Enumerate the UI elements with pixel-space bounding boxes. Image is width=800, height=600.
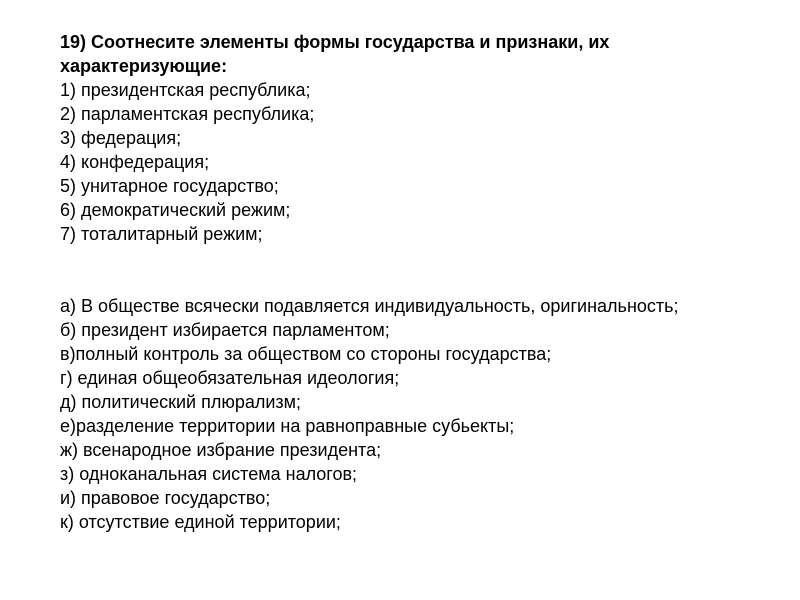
list-item: е)разделение территории на равноправные субьекты; <box>60 416 515 436</box>
list-item: б) президент избирается парламентом; <box>60 320 390 340</box>
spacer <box>60 246 780 294</box>
list-item: к) отсутствие единой территории; <box>60 512 341 532</box>
form-elements-list <box>60 78 780 246</box>
question-title: 19) Соотнесите элементы формы государства и признаки, их характеризующие: <box>60 32 610 76</box>
list-item: 1) президентская республика; <box>60 80 311 100</box>
list-item: ж) всенародное избрание президента; <box>60 440 382 460</box>
features-list <box>60 294 780 534</box>
list-item: и) правовое государство; <box>60 488 271 508</box>
list-item: д) политический плюрализм; <box>60 392 302 412</box>
slide-content <box>60 30 780 534</box>
list-item: з) одноканальная система налогов; <box>60 464 358 484</box>
list-item: в)полный контроль за обществом со стороны государства; <box>60 344 552 364</box>
list-item: 7) тоталитарный режим; <box>60 224 263 244</box>
list-item: 5) унитарное государство; <box>60 176 279 196</box>
list-item: 2) парламентская республика; <box>60 104 315 124</box>
list-item: 4) конфедерация; <box>60 152 210 172</box>
list-item: а) В обществе всячески подавляется индивидуальность, оригинальность; <box>60 296 679 316</box>
list-item: г) единая общеобязательная идеология; <box>60 368 400 388</box>
list-item: 6) демократический режим; <box>60 200 291 220</box>
list-item: 3) федерация; <box>60 128 182 148</box>
